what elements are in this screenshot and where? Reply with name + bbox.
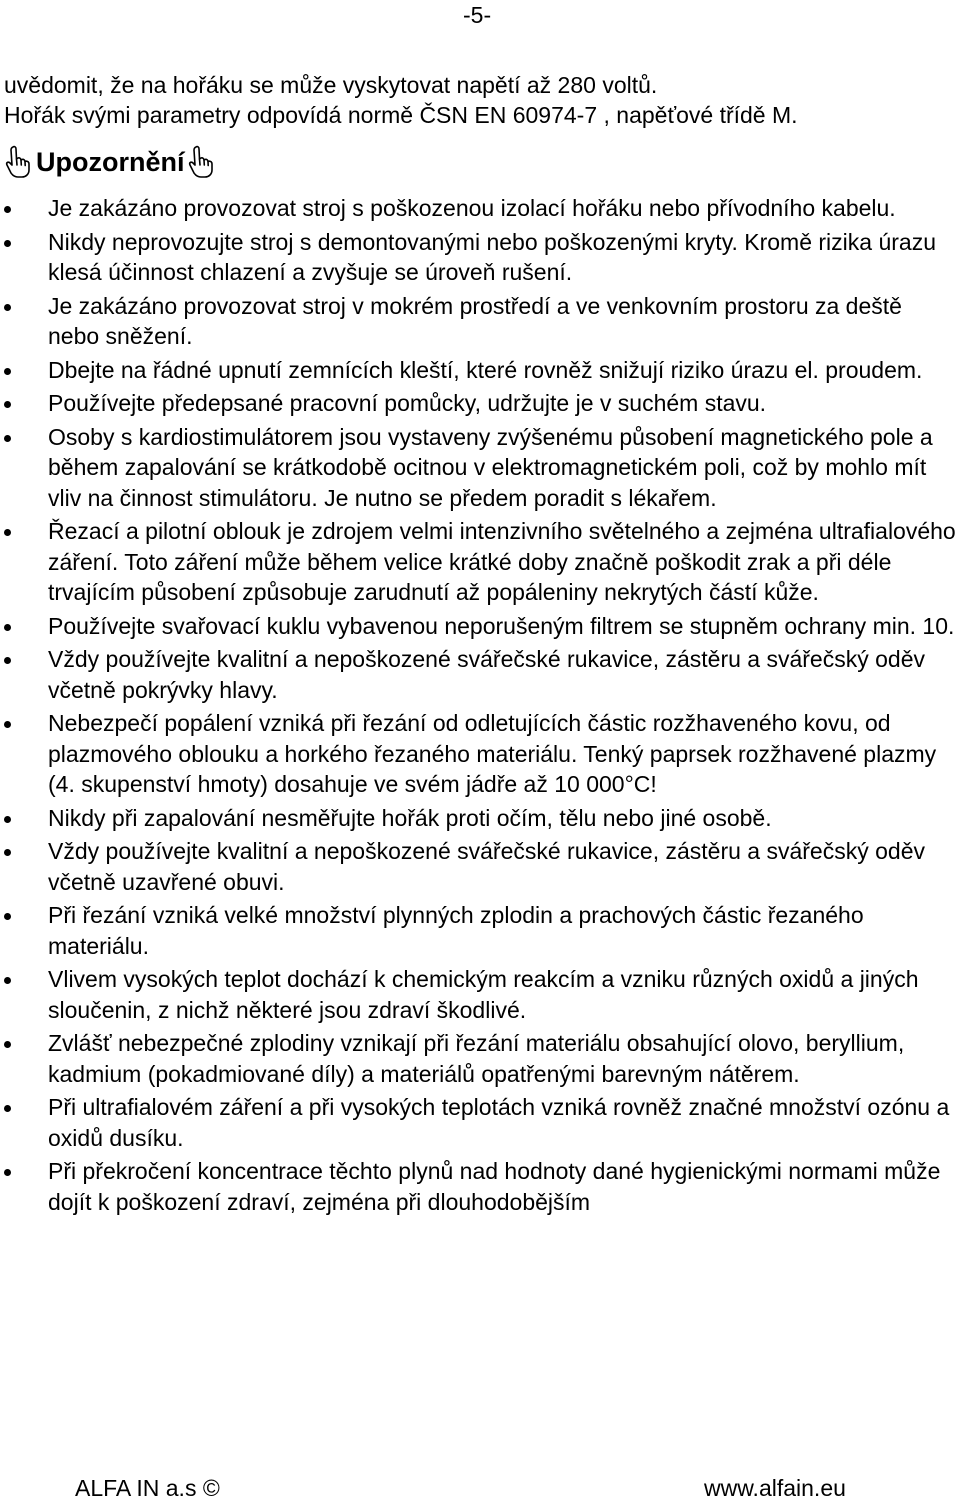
bullet-icon (4, 977, 11, 984)
bullet-icon (4, 657, 11, 664)
list-item-text: Vždy používejte kvalitní a nepoškozené svářečské rukavice, zástěru a svářečský oděv včetně pokrývky hlavy. (48, 646, 925, 703)
list-item (4, 388, 956, 419)
footer-website: www.alfain.eu (704, 1475, 846, 1501)
warning-heading-title: Upozornění (36, 147, 185, 177)
list-item (4, 900, 956, 961)
bullet-icon (4, 240, 11, 247)
bullet-icon (4, 849, 11, 856)
list-item (4, 1028, 956, 1089)
bullet-icon (4, 1041, 11, 1048)
bullet-icon (4, 1169, 11, 1176)
list-item-text: Je zakázáno provozovat stroj s poškozenou izolací hořáku nebo přívodního kabelu. (48, 195, 896, 221)
intro-line-2: Hořák svými parametry odpovídá normě ČSN EN 60974-7 , napěťové třídě M. (4, 102, 798, 128)
list-item-text: Je zakázáno provozovat stroj v mokrém prostředí a ve venkovním prostoru za deště nebo sněžení. (48, 292, 902, 349)
list-item-text: Používejte svařovací kuklu vybavenou neporušeným filtrem se stupněm ochrany min. 10. (48, 612, 955, 639)
list-item (4, 803, 956, 834)
list-item (4, 964, 956, 1025)
list-item (4, 611, 956, 642)
bullet-icon (4, 368, 11, 375)
list-item-text: Nebezpečí popálení vzniká při řezání od odletujících částic rozžhaveného kovu, od plazmového oblouku a horkého řezaného materiálu. Tenký paprsek rozžhavené plazmy (4. skupenství hmoty) dosahuje ve svém jádře až 10 000°C! (48, 710, 937, 797)
list-item (4, 516, 956, 608)
list-item (4, 708, 956, 800)
list-item (4, 1092, 956, 1153)
list-item (4, 193, 956, 224)
list-item (4, 355, 956, 386)
list-item-text: Při ultrafialovém záření a při vysokých teplotách vzniká rovněž značné množství ozónu a oxidů dusíku. (48, 1094, 950, 1151)
bullet-icon (4, 206, 11, 213)
list-item (4, 422, 956, 514)
pointing-hand-icon (187, 145, 217, 179)
list-item (4, 227, 956, 288)
list-item-text: Používejte předepsané pracovní pomůcky, udržujte je v suchém stavu. (48, 390, 767, 416)
list-item-text: Vždy používejte kvalitní a nepoškozené svářečské rukavice, zástěru a svářečský oděv včetně uzavřené obuvi. (48, 838, 925, 895)
list-item-text: Dbejte na řádné upnutí zemnících kleští, které rovněž snižují riziko úrazu el. proudem. (48, 356, 923, 383)
list-item-text: Vlivem vysokých teplot dochází k chemickým reakcím a vzniku různých oxidů a jiných sloučenin, z nichž některé jsou zdraví škodlivé. (48, 966, 919, 1023)
bullet-icon (4, 816, 11, 823)
list-item-text: Osoby s kardiostimulátorem jsou vystaveny zvýšenému působení magnetického pole a během zapalování se krátkodobě ocitnou v elektromagnetickém poli, což by mohlo mít vliv na činnost stimulátoru. Je nutno se předem poradit s lékařem. (48, 423, 933, 511)
list-item (4, 1156, 956, 1217)
warning-heading (4, 142, 956, 182)
bullet-icon (4, 624, 11, 631)
list-item-text: Nikdy při zapalování nesměřujte hořák proti očím, tělu nebo jiné osobě. (48, 804, 772, 831)
list-item (4, 291, 956, 352)
list-item-text: Při řezání vzniká velké množství plynných zplodin a prachových částic řezaného materiálu. (48, 902, 864, 959)
pointing-hand-icon (4, 145, 34, 179)
intro-line-1: uvědomit, že na hořáku se může vyskytovat napětí až 280 voltů. (4, 72, 658, 98)
list-item-text: Při překročení koncentrace těchto plynů nad hodnoty dané hygienickými normami může dojít k poškození zdraví, zejména při dlouhodobějším (48, 1158, 941, 1215)
bullet-icon (4, 913, 11, 920)
footer-company: ALFA IN a.s © (75, 1475, 220, 1501)
list-item (4, 836, 956, 897)
bullet-icon (4, 401, 11, 408)
bullet-icon (4, 721, 11, 728)
page-number: -5- (463, 2, 492, 28)
warning-list (4, 193, 956, 1217)
list-item-text: Zvlášť nebezpečné zplodiny vznikají při řezání materiálu obsahující olovo, beryllium, kadmium (pokadmiované díly) a materiálů opatřenými barevným nátěrem. (48, 1030, 905, 1087)
bullet-icon (4, 435, 11, 442)
bullet-icon (4, 304, 11, 311)
bullet-icon (4, 529, 11, 536)
list-item-text: Nikdy neprovozujte stroj s demontovanými nebo poškozenými kryty. Kromě rizika úrazu klesá účinnost chlazení a zvyšuje se úroveň rušení. (48, 228, 936, 285)
list-item-text: Řezací a pilotní oblouk je zdrojem velmi intenzivního světelného a zejména ultrafialového záření. Toto záření může během velice krátké doby značně poškodit zrak a při déle trvajícím působení způsobuje zarudnutí až popáleniny nekrytých částí kůže. (48, 518, 956, 605)
bullet-icon (4, 1105, 11, 1112)
document-body (4, 70, 956, 1220)
list-item (4, 644, 956, 705)
